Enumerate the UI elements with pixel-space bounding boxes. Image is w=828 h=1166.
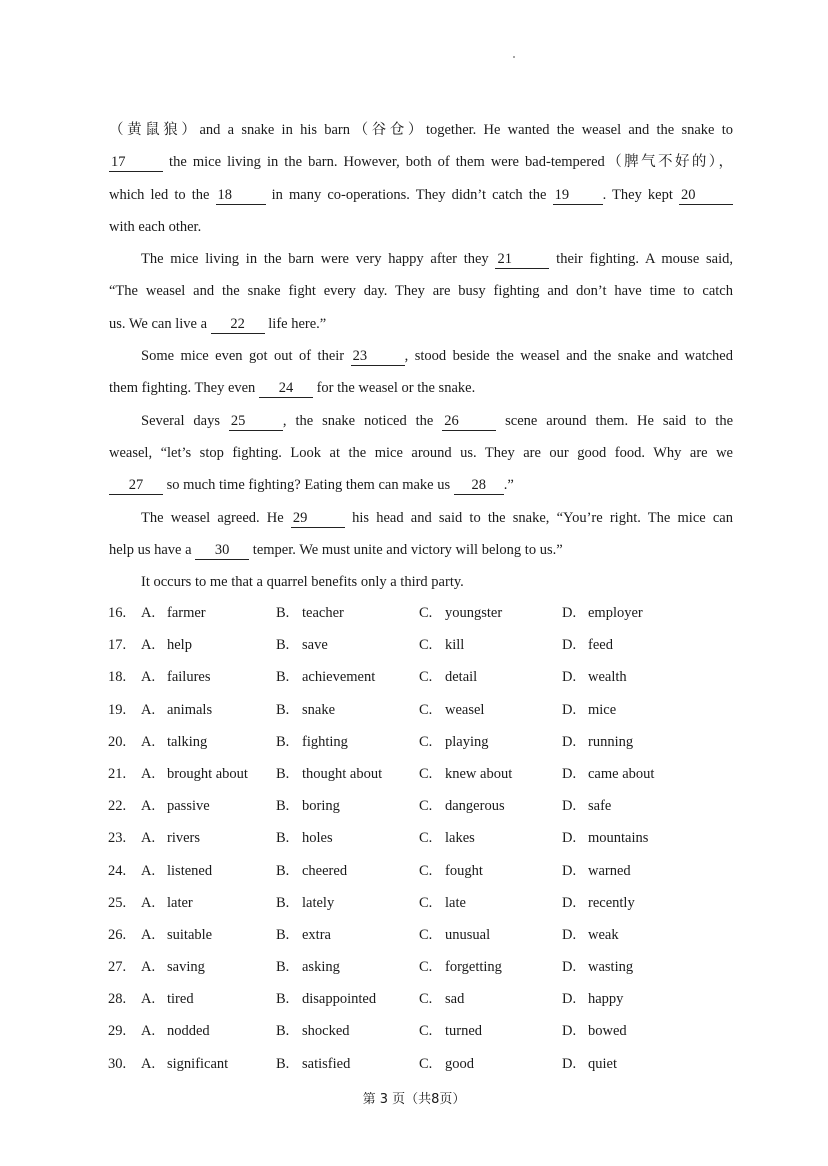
option-b [276,632,328,658]
scan-speck [513,56,515,58]
option-letter: C. [419,765,433,782]
option-a [141,697,212,723]
option-row [108,1018,728,1050]
passage-line [109,472,733,504]
passage-line [109,537,733,569]
option-letter: C. [419,959,433,976]
option-text: suitable [167,926,213,943]
option-letter: C. [419,894,433,911]
passage-line [109,375,733,407]
option-row [108,600,728,632]
option-text: running [588,733,634,750]
option-letter: D. [562,862,577,879]
option-text: sad [445,991,465,1008]
option-row [108,986,728,1018]
answer-blank: 18 [216,186,266,205]
passage-text: . They kept [602,186,679,203]
option-d [562,600,643,626]
option-text: shocked [302,1023,350,1040]
answer-blank: 17 [109,153,163,172]
question-number: 27. [108,959,127,976]
option-a [141,600,206,626]
option-d [562,1051,617,1077]
option-text: recently [588,894,635,911]
option-text: weasel [445,701,485,718]
option-letter: D. [562,637,577,654]
passage-line [109,182,733,214]
option-text: talking [167,733,208,750]
option-text: playing [445,733,489,750]
option-text: quiet [588,1055,617,1072]
option-c [419,761,512,787]
option-letter: A. [141,1023,156,1040]
answer-blank: 30 [195,541,249,560]
passage-text: life here.” [264,315,327,332]
option-c [419,793,505,819]
option-b [276,1051,350,1077]
option-a [141,890,193,916]
passage-text: in many co-operations. They didn’t catch the [265,186,553,203]
option-d [562,954,633,980]
option-text: tired [167,991,194,1008]
answer-blank: 21 [495,250,549,269]
option-b [276,890,334,916]
option-letter: B. [276,894,290,911]
passage-text: their fighting. A mouse said, [549,251,733,268]
option-letter: D. [562,1055,577,1072]
option-c [419,890,466,916]
option-d [562,1018,627,1044]
passage-line [109,117,733,149]
passage-text: （黄鼠狼）and a snake in his barn（谷仓）together. He wanted the weasel and the snake to [109,122,733,138]
passage-text: “The weasel and the snake fight every day. They are busy fighting and don’t have time to catch [109,283,733,300]
option-c [419,600,502,626]
option-row [108,858,728,890]
option-text: youngster [445,605,503,621]
option-letter: C. [419,991,433,1008]
option-letter: A. [141,765,156,782]
option-letter: D. [562,1023,577,1040]
option-text: safe [588,798,612,815]
option-row [108,922,728,954]
option-letter: C. [419,862,433,879]
option-text: mountains [588,830,649,847]
answer-blank: 23 [351,347,405,366]
option-text: holes [302,830,333,847]
option-row [108,825,728,857]
passage-text: help us have a [109,541,196,558]
option-b [276,664,375,690]
option-d [562,858,631,884]
answer-blank: 28 [454,476,504,495]
passage-text: .” [503,477,514,494]
option-text: turned [445,1023,483,1040]
option-letter: C. [419,926,433,943]
option-d [562,729,633,755]
option-letter: D. [562,798,577,815]
option-letter: B. [276,926,290,943]
option-letter: B. [276,798,290,815]
option-c [419,697,484,723]
option-letter: B. [276,733,290,750]
option-letter: B. [276,991,290,1008]
option-a [141,1051,228,1077]
answer-blank: 19 [553,186,603,205]
option-text: save [302,637,328,654]
option-letter: A. [141,862,156,879]
option-text: thought about [302,765,383,782]
option-text: unusual [445,926,491,943]
cloze-passage [109,117,733,601]
answer-blank: 25 [229,412,283,431]
option-b [276,761,382,787]
passage-text: weasel, “let’s stop fighting. Look at the mice around us. They are our good food. Why are we [109,444,733,461]
option-d [562,761,654,787]
option-b [276,600,344,626]
option-c [419,632,464,658]
passage-text: the mice living in the barn. However, both of them were bad-tempered（脾气不好的）， [163,154,733,171]
option-text: late [445,894,466,911]
option-b [276,697,335,723]
option-letter: D. [562,765,577,782]
option-text: knew about [445,765,513,782]
option-letter: D. [562,830,577,847]
option-text: forgetting [445,959,502,976]
option-c [419,954,502,980]
question-number: 18. [108,669,127,686]
passage-line [109,311,733,343]
passage-text: us. We can live a [109,315,211,332]
answer-blank: 26 [442,412,496,431]
option-text: help [167,637,192,654]
option-text: good [445,1055,474,1072]
option-c [419,858,483,884]
passage-line [109,149,733,181]
passage-line [109,440,733,472]
option-letter: A. [141,894,156,911]
question-number: 20. [108,733,127,750]
option-text: came about [588,765,655,782]
option-text: later [167,894,193,911]
option-text: feed [588,637,613,654]
passage-text: which led to the [109,186,216,203]
option-c [419,729,489,755]
option-text: passive [167,798,210,815]
option-b [276,825,333,851]
option-d [562,793,611,819]
option-c [419,1018,482,1044]
option-a [141,954,205,980]
option-row [108,632,728,664]
option-text: cheered [302,862,348,879]
option-letter: B. [276,605,290,621]
option-text: brought about [167,765,248,782]
passage-line [109,214,733,246]
option-text: snake [302,701,336,718]
option-letter: D. [562,926,577,943]
passage-text: The mice living in the barn were very happy after they [141,251,496,268]
option-text: mice [588,701,617,718]
option-text: fighting [302,733,348,750]
option-letter: A. [141,701,156,718]
answer-blank: 29 [291,509,345,528]
option-text: lakes [445,830,475,847]
option-c [419,1051,474,1077]
option-d [562,986,623,1012]
option-letter: C. [419,798,433,815]
option-c [419,825,475,851]
passage-text: , stood beside the weasel and the snake and watched [404,348,733,365]
option-row [108,890,728,922]
question-number: 23. [108,830,127,847]
question-number: 21. [108,765,127,782]
option-a [141,793,210,819]
passage-line [109,246,733,278]
option-text: achievement [302,669,376,686]
option-letter: D. [562,669,577,686]
option-text: warned [588,862,631,879]
option-letter: D. [562,733,577,750]
question-number: 26. [108,926,127,943]
option-a [141,986,194,1012]
option-letter: A. [141,1055,156,1072]
option-text: nodded [167,1023,210,1040]
passage-text: scene around them. He said to the [496,412,734,429]
question-number: 19. [108,701,127,718]
option-letter: C. [419,733,433,750]
option-d [562,890,635,916]
option-c [419,922,490,948]
option-letter: B. [276,765,290,782]
option-a [141,761,248,787]
option-letter: C. [419,701,433,718]
option-text: boring [302,798,340,815]
option-a [141,664,210,690]
option-letter: B. [276,669,290,686]
option-letter: D. [562,894,577,911]
option-b [276,1018,350,1044]
option-letter: C. [419,1055,433,1072]
answer-blank: 24 [259,379,313,398]
option-text: dangerous [445,798,505,815]
passage-line [109,408,733,440]
option-text: wealth [588,669,627,686]
answer-blank: 22 [211,315,265,334]
passage-line [109,569,733,601]
option-text: significant [167,1055,229,1072]
option-text: listened [167,862,213,879]
option-text: employer [588,605,643,621]
option-letter: B. [276,637,290,654]
option-text: disappointed [302,991,377,1008]
passage-text: his head and said to the snake, “You’re right. The mice can [344,509,733,526]
option-a [141,632,192,658]
option-text: saving [167,959,205,976]
question-number: 29. [108,1023,127,1040]
option-a [141,1018,210,1044]
option-letter: B. [276,1055,290,1072]
option-row [108,729,728,761]
option-c [419,986,464,1012]
option-a [141,858,212,884]
option-letter: B. [276,862,290,879]
answer-options [108,600,728,1083]
question-number: 17. [108,637,127,654]
option-row [108,664,728,696]
option-text: asking [302,959,340,976]
option-text: wasting [588,959,634,976]
question-number: 25. [108,894,127,911]
option-letter: D. [562,701,577,718]
option-letter: B. [276,1023,290,1040]
option-row [108,793,728,825]
option-b [276,729,348,755]
passage-text: temper. We must unite and victory will belong to us.” [249,541,563,558]
option-letter: C. [419,1023,433,1040]
option-c [419,664,477,690]
passage-text: , the snake noticed the [282,412,443,429]
passage-line [109,278,733,310]
option-text: lately [302,894,335,911]
question-number: 16. [108,605,127,621]
option-letter: A. [141,798,156,815]
option-row [108,1051,728,1083]
option-row [108,697,728,729]
option-b [276,986,376,1012]
option-a [141,922,212,948]
option-letter: A. [141,669,156,686]
passage-text: Some mice even got out of their [141,348,351,365]
passage-text: Several days [141,412,229,429]
option-text: happy [588,991,624,1008]
option-letter: C. [419,605,433,621]
option-d [562,825,648,851]
question-number: 24. [108,862,127,879]
answer-blank: 27 [109,476,163,495]
option-b [276,858,347,884]
passage-text: for the weasel or the snake. [312,380,476,397]
option-letter: A. [141,605,156,621]
option-text: fought [445,862,483,879]
option-row [108,954,728,986]
option-a [141,825,200,851]
option-text: teacher [302,605,344,621]
option-letter: A. [141,637,156,654]
option-letter: B. [276,701,290,718]
passage-text: It occurs to me that a quarrel benefits only a third party. [141,574,464,591]
option-letter: C. [419,669,433,686]
option-letter: C. [419,830,433,847]
option-row [108,761,728,793]
question-number: 30. [108,1055,127,1072]
option-letter: A. [141,733,156,750]
option-d [562,922,619,948]
option-text: failures [167,669,211,686]
question-number: 28. [108,991,127,1008]
option-text: weak [588,926,619,943]
option-a [141,729,207,755]
passage-line [109,505,733,537]
page-footer: 第 3 页（共8页） [362,1092,466,1107]
option-text: animals [167,701,213,718]
answer-blank: 20 [679,186,733,205]
option-text: kill [445,637,465,654]
option-text: rivers [167,830,201,847]
option-d [562,632,613,658]
passage-text: The weasel agreed. He [141,509,291,526]
option-letter: A. [141,830,156,847]
option-letter: B. [276,959,290,976]
option-letter: A. [141,959,156,976]
option-b [276,793,340,819]
option-text: extra [302,926,331,943]
option-letter: D. [562,605,577,621]
option-letter: D. [562,959,577,976]
passage-text: with each other. [109,218,202,235]
option-d [562,664,627,690]
option-letter: C. [419,637,433,654]
passage-text: so much time fighting? Eating them can make us [163,477,454,494]
option-letter: A. [141,926,156,943]
option-letter: D. [562,991,577,1008]
option-b [276,922,331,948]
option-b [276,954,340,980]
option-text: bowed [588,1023,627,1040]
passage-line [109,343,733,375]
question-number: 22. [108,798,127,815]
option-text: detail [445,669,478,686]
option-letter: B. [276,830,290,847]
option-letter: A. [141,991,156,1008]
option-d [562,697,616,723]
option-text: farmer [167,605,206,621]
passage-text: them fighting. They even [109,380,259,397]
option-text: satisfied [302,1055,351,1072]
